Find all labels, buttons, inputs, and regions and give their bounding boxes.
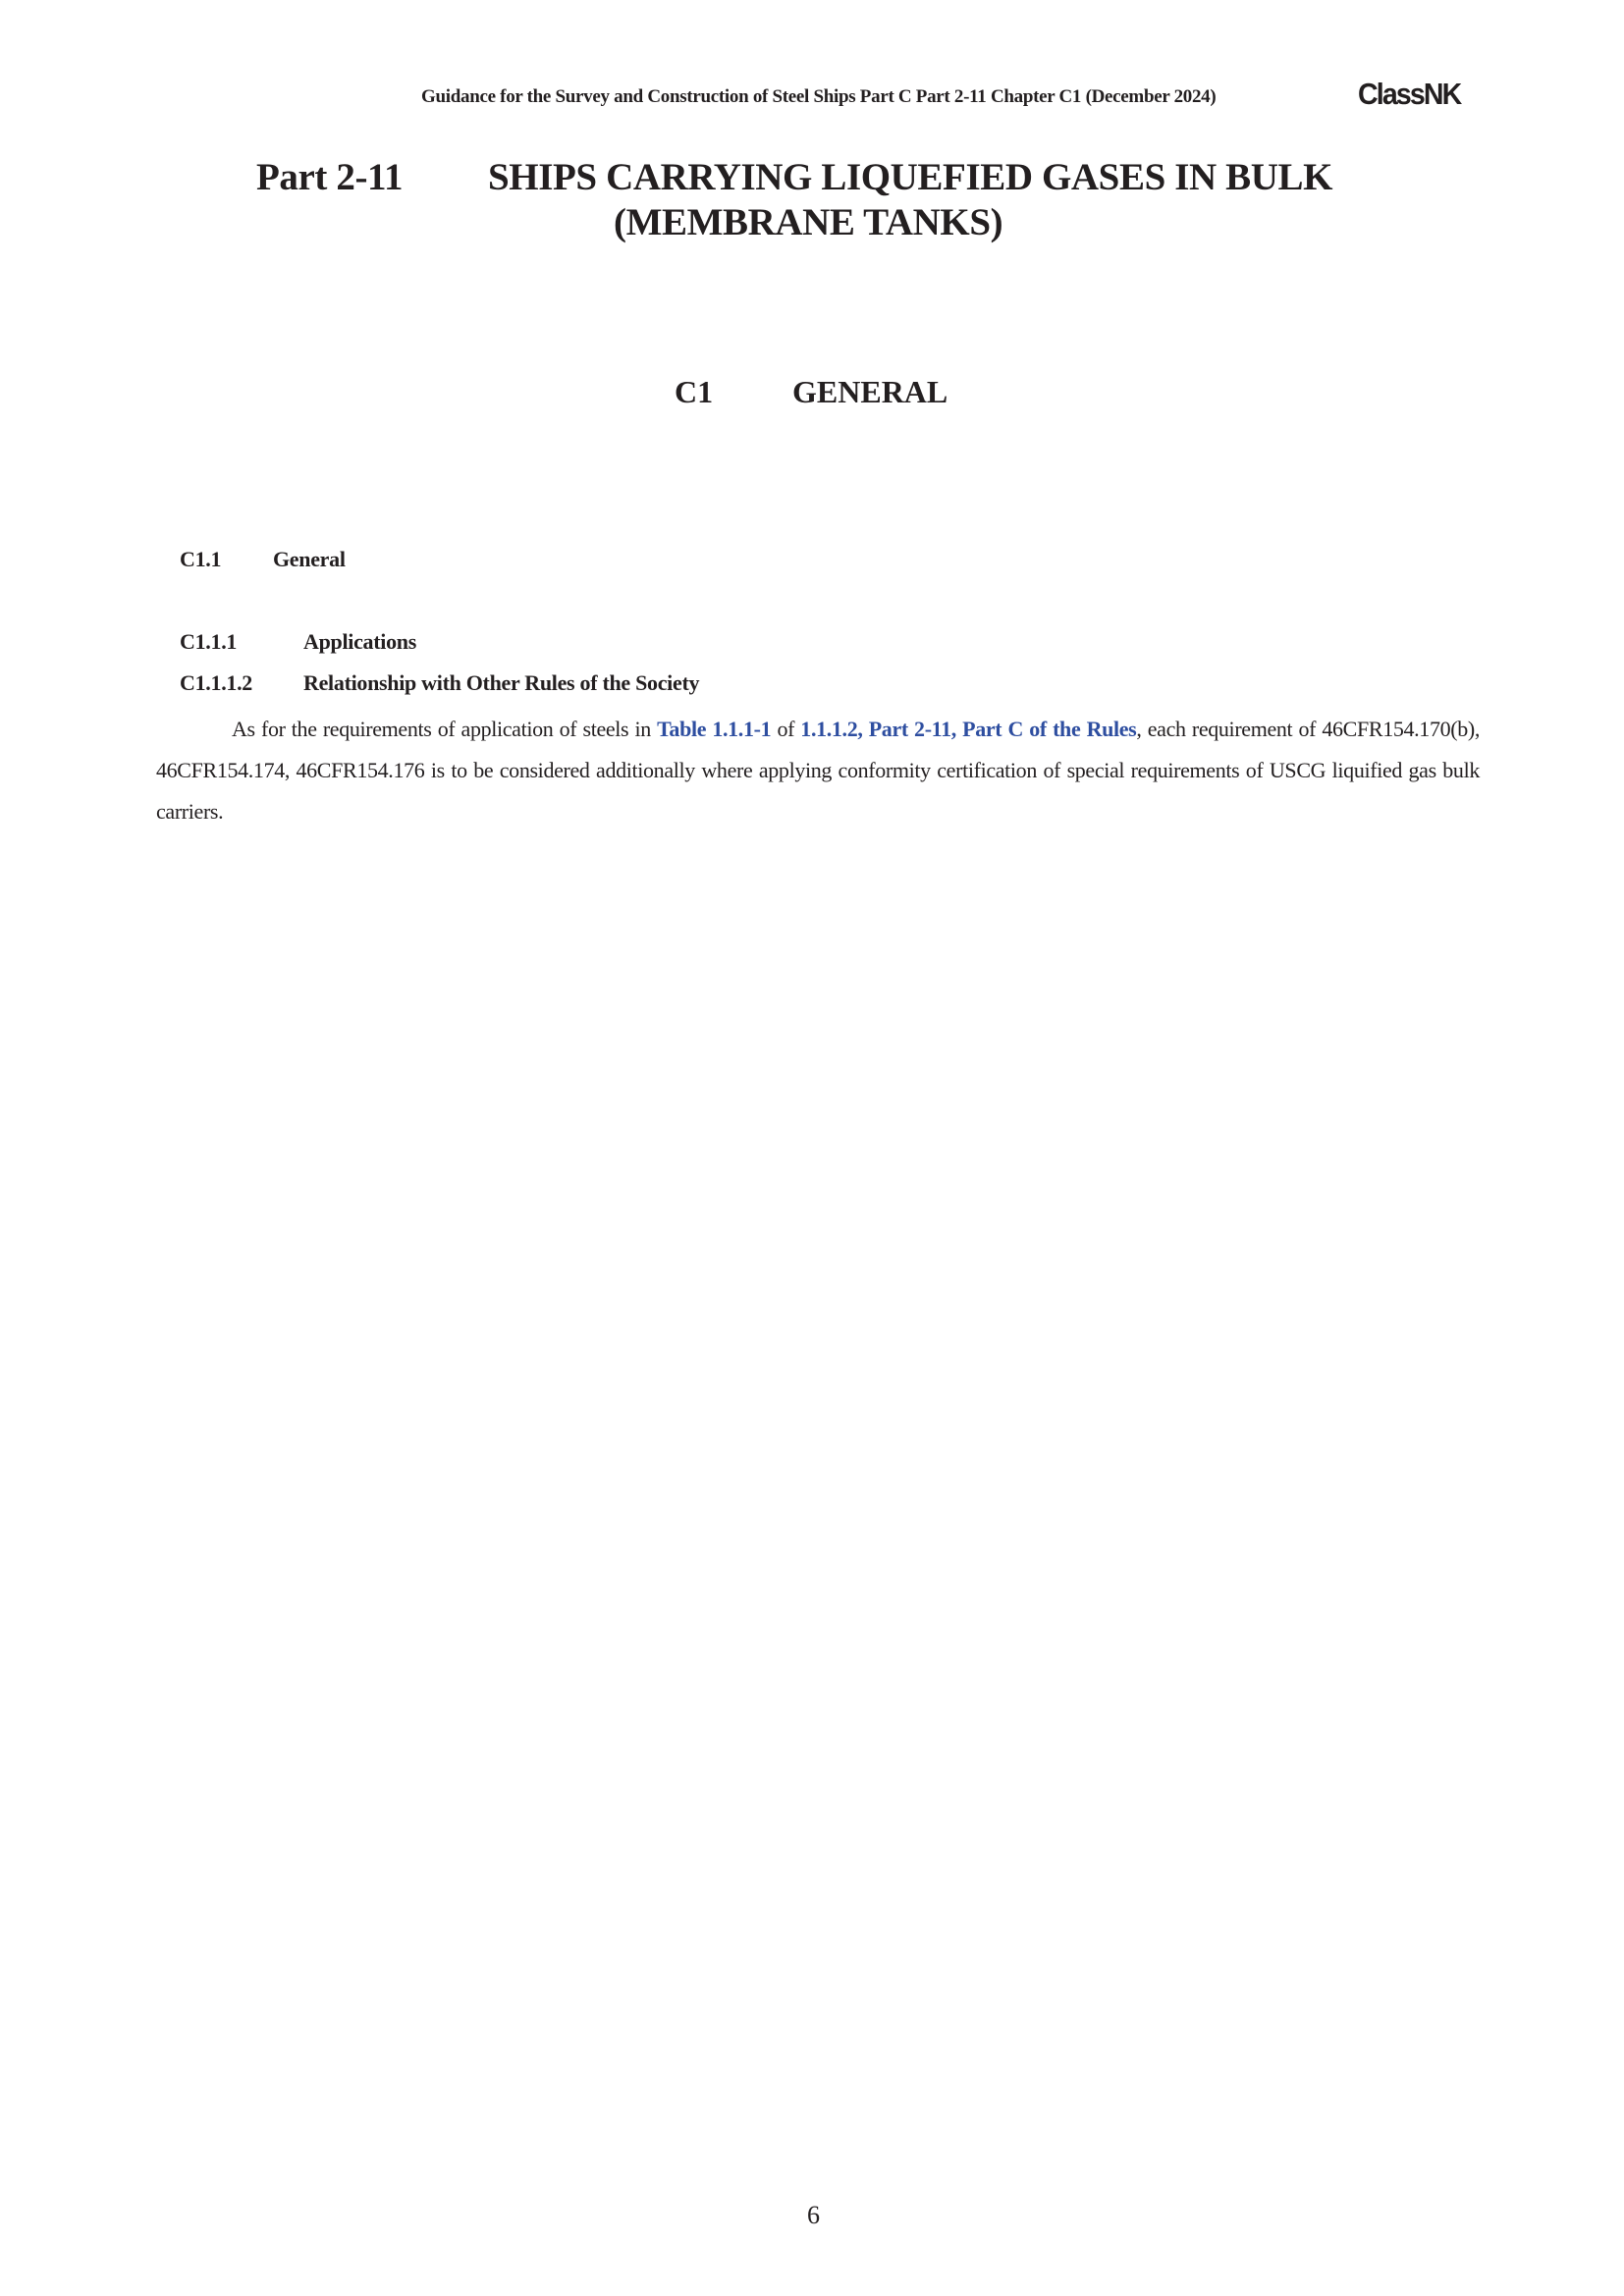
part-title-line2: (MEMBRANE TANKS) bbox=[614, 201, 1003, 243]
chapter-title: GENERAL bbox=[792, 374, 948, 409]
section-title: General bbox=[273, 547, 346, 571]
subsection-number: C1.1.1 bbox=[180, 629, 238, 654]
running-header: Guidance for the Survey and Construction of Steel Ships Part C Part 2-11 Chapter C1 (December 2024) bbox=[421, 86, 1217, 107]
body-paragraph bbox=[156, 709, 1480, 832]
subsubsection-title: Relationship with Other Rules of the Society bbox=[303, 670, 700, 695]
section-number: C1.1 bbox=[180, 547, 222, 571]
classnk-logo: ClassNK bbox=[1358, 77, 1461, 111]
table-link[interactable]: Table 1.1.1-1 bbox=[657, 717, 772, 741]
paragraph-text: , each requirement of 46CFR154.170(b), 46CFR154.174, 46CFR154.176 is to be considered additionally where applying conformity certification of special requirements of USCG liquified gas bulk carriers. bbox=[156, 717, 1480, 824]
paragraph-text: of bbox=[771, 717, 801, 741]
paragraph-text: As for the requirements of application of steels in bbox=[232, 717, 658, 741]
subsubsection-number: C1.1.1.2 bbox=[180, 670, 252, 695]
page-number: 6 bbox=[807, 2201, 820, 2229]
part-number: Part 2-11 bbox=[256, 156, 404, 198]
part-title-line1: SHIPS CARRYING LIQUEFIED GASES IN BULK bbox=[488, 156, 1333, 198]
chapter-number: C1 bbox=[675, 374, 714, 409]
subsection-title: Applications bbox=[303, 629, 416, 654]
rules-link[interactable]: 1.1.1.2, Part 2-11, Part C of the Rules bbox=[800, 717, 1137, 741]
